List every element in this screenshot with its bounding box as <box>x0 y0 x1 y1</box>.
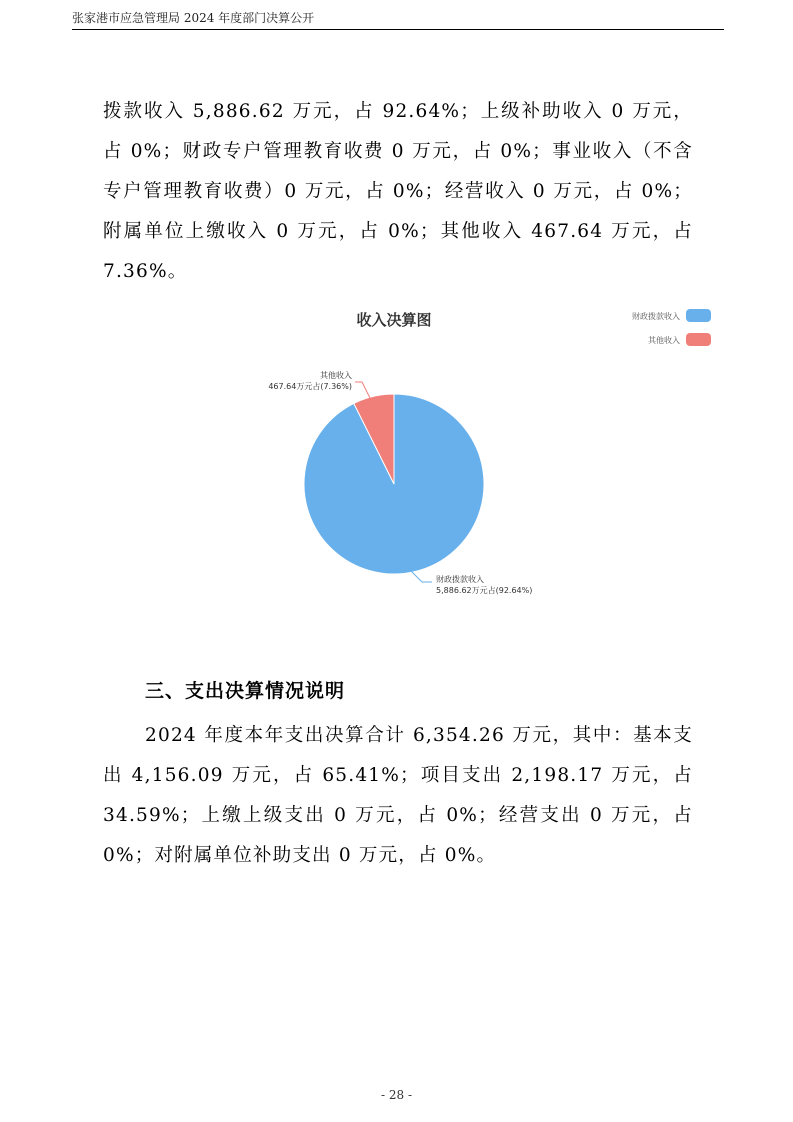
income-paragraph: 拨款收入 5,886.62 万元，占 92.64%；上级补助收入 0 万元，占 0%；财政专户管理教育收费 0 万元，占 0%；事业收入（不含专户管理教育收费）0 万元，占 0%；经营收入 0 万元，占 0%；附属单位上缴收入 0 万元，占 0%；其他收入 467.64 万元，占 7.36%。 <box>103 101 693 282</box>
legend-swatch-0 <box>686 309 711 322</box>
page-header <box>72 10 724 30</box>
chart-legend <box>632 309 711 346</box>
slice-label-other-income-value: 467.64万元占(7.36%) <box>268 382 352 391</box>
section-heading-expenditure: 三、支出决算情况说明 <box>145 680 346 702</box>
pie-slice-fiscal-allocation <box>304 394 484 574</box>
legend-swatch-1 <box>686 333 711 346</box>
label-line-fiscal-allocation <box>410 570 432 582</box>
expenditure-paragraph <box>103 716 693 876</box>
slice-label-fiscal-allocation-name: 财政拨款收入 <box>436 575 484 584</box>
label-line-other-income <box>355 382 370 398</box>
slice-label-other-income-name: 其他收入 <box>320 371 352 380</box>
legend-label-1: 其他收入 <box>648 336 680 345</box>
slice-label-fiscal-allocation-value: 5,886.62万元占(92.64%) <box>436 586 533 595</box>
legend-label-0: 财政拨款收入 <box>632 312 680 321</box>
pie-slice-other-income <box>354 394 394 484</box>
header-title: 张家港市应急管理局 2024 年度部门决算公开 <box>72 11 315 25</box>
chart-title: 收入决算图 <box>356 311 432 329</box>
page-number: - 28 - <box>380 1088 412 1102</box>
expenditure-paragraph-text: 2024 年度本年支出决算合计 6,354.26 万元，其中：基本支出 4,156.09 万元，占 65.41%；项目支出 2,198.17 万元，占 34.59%；上缴上级支出 0 万元，占 0%；经营支出 0 万元，占 0%；对附属单位补助支出 0 万元，占 0%。 <box>103 725 693 866</box>
